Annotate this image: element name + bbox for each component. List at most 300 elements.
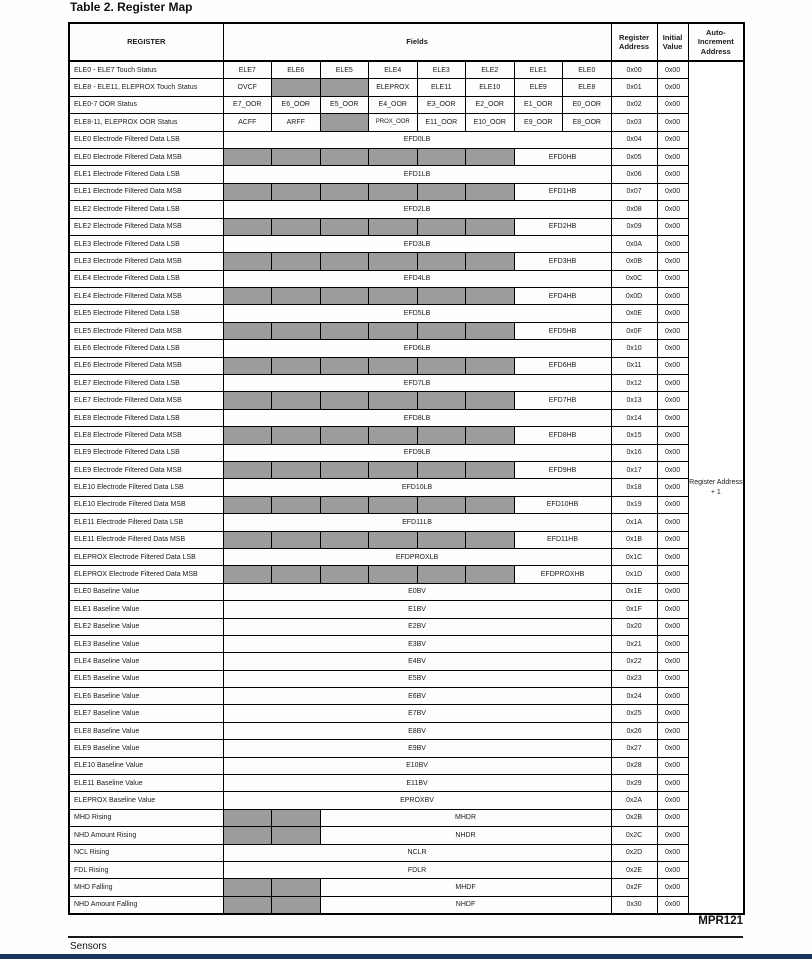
register-name-cell: NHD Amount Falling <box>69 896 223 914</box>
register-name-cell: ELE6 Baseline Value <box>69 688 223 705</box>
unused-bit-cell <box>320 322 369 339</box>
field-cell: E4_OOR <box>369 96 418 113</box>
initial-value-cell: 0x00 <box>657 79 688 96</box>
table-row <box>69 409 744 426</box>
footer-rule <box>68 936 743 938</box>
register-name-cell: ELE9 Electrode Filtered Data MSB <box>69 461 223 478</box>
unused-bit-cell <box>320 357 369 374</box>
initial-value-cell: 0x00 <box>657 566 688 583</box>
register-address-cell: 0x26 <box>611 722 657 739</box>
field-cell: EFD6HB <box>514 357 611 374</box>
register-name-cell: ELE3 Baseline Value <box>69 635 223 652</box>
unused-bit-cell <box>369 322 418 339</box>
unused-bit-cell <box>369 461 418 478</box>
field-cell: ELE8 <box>563 79 612 96</box>
initial-value-cell: 0x00 <box>657 548 688 565</box>
register-name-cell: ELE9 Baseline Value <box>69 740 223 757</box>
register-name-cell: NHD Amount Rising <box>69 827 223 844</box>
field-cell: NHDF <box>320 896 611 914</box>
register-address-cell: 0x27 <box>611 740 657 757</box>
register-name-cell: ELEPROX Electrode Filtered Data MSB <box>69 566 223 583</box>
footer-section-label: Sensors <box>70 941 107 952</box>
register-address-cell: 0x07 <box>611 183 657 200</box>
register-address-cell: 0x22 <box>611 653 657 670</box>
field-cell: PROX_OOR <box>369 114 418 131</box>
table-row <box>69 566 744 583</box>
unused-bit-cell <box>272 357 321 374</box>
field-cell: EFD11LB <box>223 514 611 531</box>
unused-bit-cell <box>272 896 321 914</box>
field-cell: E6BV <box>223 688 611 705</box>
field-cell: EFDPROXHB <box>514 566 611 583</box>
unused-bit-cell <box>320 79 369 96</box>
table-row <box>69 392 744 409</box>
unused-bit-cell <box>272 148 321 165</box>
unused-bit-cell <box>369 288 418 305</box>
initial-value-cell: 0x00 <box>657 305 688 322</box>
register-address-cell: 0x02 <box>611 96 657 113</box>
initial-value-cell: 0x00 <box>657 357 688 374</box>
field-cell: E7BV <box>223 705 611 722</box>
unused-bit-cell <box>272 427 321 444</box>
unused-bit-cell <box>466 531 515 548</box>
initial-value-cell: 0x00 <box>657 96 688 113</box>
register-address-cell: 0x2F <box>611 879 657 896</box>
register-address-cell: 0x09 <box>611 218 657 235</box>
initial-value-cell: 0x00 <box>657 740 688 757</box>
unused-bit-cell <box>223 253 272 270</box>
table-row <box>69 757 744 774</box>
unused-bit-cell <box>320 566 369 583</box>
register-address-cell: 0x0F <box>611 322 657 339</box>
unused-bit-cell <box>272 253 321 270</box>
register-address-cell: 0x11 <box>611 357 657 374</box>
register-name-cell: ELE7 Electrode Filtered Data MSB <box>69 392 223 409</box>
register-address-cell: 0x03 <box>611 114 657 131</box>
field-cell: E5BV <box>223 670 611 687</box>
table-row <box>69 792 744 809</box>
initial-value-cell: 0x00 <box>657 809 688 826</box>
field-cell: E3_OOR <box>417 96 466 113</box>
table-row <box>69 688 744 705</box>
unused-bit-cell <box>466 218 515 235</box>
register-name-cell: ELE2 Baseline Value <box>69 618 223 635</box>
table-row <box>69 444 744 461</box>
table-row <box>69 79 744 96</box>
register-name-cell: ELE6 Electrode Filtered Data LSB <box>69 340 223 357</box>
register-address-cell: 0x0B <box>611 253 657 270</box>
field-cell: EFD4LB <box>223 270 611 287</box>
initial-value-cell: 0x00 <box>657 340 688 357</box>
field-cell: NHDR <box>320 827 611 844</box>
register-name-cell: ELEPROX Electrode Filtered Data LSB <box>69 548 223 565</box>
register-name-cell: MHD Falling <box>69 879 223 896</box>
initial-value-cell: 0x00 <box>657 635 688 652</box>
table-row <box>69 166 744 183</box>
field-cell: EFD5HB <box>514 322 611 339</box>
field-cell: ELE10 <box>466 79 515 96</box>
register-address-cell: 0x00 <box>611 61 657 79</box>
field-cell: E11BV <box>223 775 611 792</box>
unused-bit-cell <box>320 253 369 270</box>
register-address-cell: 0x20 <box>611 618 657 635</box>
field-cell: EFD10LB <box>223 479 611 496</box>
field-cell: E5_OOR <box>320 96 369 113</box>
register-name-cell: ELE10 Baseline Value <box>69 757 223 774</box>
field-cell: EFD7HB <box>514 392 611 409</box>
unused-bit-cell <box>223 827 272 844</box>
initial-value-cell: 0x00 <box>657 461 688 478</box>
footer-brand-bar <box>0 954 812 959</box>
unused-bit-cell <box>272 288 321 305</box>
field-cell: EFD4HB <box>514 288 611 305</box>
unused-bit-cell <box>223 496 272 513</box>
field-cell: EFD9LB <box>223 444 611 461</box>
initial-value-cell: 0x00 <box>657 131 688 148</box>
register-address-cell: 0x12 <box>611 375 657 392</box>
register-address-cell: 0x23 <box>611 670 657 687</box>
initial-value-cell: 0x00 <box>657 705 688 722</box>
register-address-cell: 0x1C <box>611 548 657 565</box>
unused-bit-cell <box>272 827 321 844</box>
register-address-cell: 0x15 <box>611 427 657 444</box>
field-cell: MHDR <box>320 809 611 826</box>
field-cell: EFD1LB <box>223 166 611 183</box>
table-row <box>69 601 744 618</box>
register-name-cell: ELE1 Baseline Value <box>69 601 223 618</box>
unused-bit-cell <box>466 322 515 339</box>
register-name-cell: ELEPROX Baseline Value <box>69 792 223 809</box>
register-address-cell: 0x0C <box>611 270 657 287</box>
unused-bit-cell <box>320 288 369 305</box>
table-row <box>69 531 744 548</box>
register-address-cell: 0x30 <box>611 896 657 914</box>
initial-value-cell: 0x00 <box>657 496 688 513</box>
register-name-cell: ELE11 Electrode Filtered Data LSB <box>69 514 223 531</box>
field-cell: EFDPROXLB <box>223 548 611 565</box>
unused-bit-cell <box>466 566 515 583</box>
unused-bit-cell <box>272 218 321 235</box>
table-row <box>69 322 744 339</box>
register-address-cell: 0x0D <box>611 288 657 305</box>
field-cell: NCLR <box>223 844 611 861</box>
header-initial-value: Initial Value <box>657 23 688 61</box>
register-address-cell: 0x1F <box>611 601 657 618</box>
field-cell: EFD3HB <box>514 253 611 270</box>
unused-bit-cell <box>223 566 272 583</box>
initial-value-cell: 0x00 <box>657 392 688 409</box>
field-cell: EFD2LB <box>223 201 611 218</box>
unused-bit-cell <box>369 218 418 235</box>
unused-bit-cell <box>320 148 369 165</box>
unused-bit-cell <box>417 357 466 374</box>
field-cell: EFD10HB <box>514 496 611 513</box>
register-address-cell: 0x04 <box>611 131 657 148</box>
unused-bit-cell <box>466 357 515 374</box>
register-name-cell: ELE5 Electrode Filtered Data LSB <box>69 305 223 322</box>
unused-bit-cell <box>466 392 515 409</box>
table-row <box>69 479 744 496</box>
register-address-cell: 0x05 <box>611 148 657 165</box>
field-cell: EPROXBV <box>223 792 611 809</box>
unused-bit-cell <box>466 496 515 513</box>
initial-value-cell: 0x00 <box>657 218 688 235</box>
register-name-cell: ELE10 Electrode Filtered Data MSB <box>69 496 223 513</box>
table-row <box>69 305 744 322</box>
register-address-cell: 0x1B <box>611 531 657 548</box>
register-name-cell: ELE8 Electrode Filtered Data MSB <box>69 427 223 444</box>
field-cell: ELE5 <box>320 61 369 79</box>
header-row <box>69 23 744 61</box>
field-cell: EFD6LB <box>223 340 611 357</box>
unused-bit-cell <box>223 148 272 165</box>
unused-bit-cell <box>417 496 466 513</box>
register-address-cell: 0x24 <box>611 688 657 705</box>
initial-value-cell: 0x00 <box>657 148 688 165</box>
register-name-cell: ELE2 Electrode Filtered Data LSB <box>69 201 223 218</box>
register-address-cell: 0x19 <box>611 496 657 513</box>
register-address-cell: 0x14 <box>611 409 657 426</box>
field-cell: E1BV <box>223 601 611 618</box>
register-name-cell: FDL Rising <box>69 861 223 878</box>
field-cell: ACFF <box>223 114 272 131</box>
unused-bit-cell <box>417 218 466 235</box>
header-fields: Fields <box>223 23 611 61</box>
field-cell: E8_OOR <box>563 114 612 131</box>
field-cell: EFD11HB <box>514 531 611 548</box>
table-row <box>69 96 744 113</box>
register-address-cell: 0x1D <box>611 566 657 583</box>
table-row <box>69 235 744 252</box>
register-address-cell: 0x28 <box>611 757 657 774</box>
register-address-cell: 0x1E <box>611 583 657 600</box>
field-cell: ELE0 <box>563 61 612 79</box>
unused-bit-cell <box>223 357 272 374</box>
table-row <box>69 514 744 531</box>
register-address-cell: 0x17 <box>611 461 657 478</box>
register-address-cell: 0x2C <box>611 827 657 844</box>
field-cell: EFD2HB <box>514 218 611 235</box>
table-row <box>69 427 744 444</box>
unused-bit-cell <box>223 288 272 305</box>
register-name-cell: ELE0 Electrode Filtered Data MSB <box>69 148 223 165</box>
register-address-cell: 0x0A <box>611 235 657 252</box>
unused-bit-cell <box>417 253 466 270</box>
field-cell: E2BV <box>223 618 611 635</box>
unused-bit-cell <box>223 183 272 200</box>
field-cell: ELE9 <box>514 79 563 96</box>
field-cell: MHDF <box>320 879 611 896</box>
initial-value-cell: 0x00 <box>657 583 688 600</box>
initial-value-cell: 0x00 <box>657 653 688 670</box>
register-address-cell: 0x2E <box>611 861 657 878</box>
field-cell: E10_OOR <box>466 114 515 131</box>
register-name-cell: ELE10 Electrode Filtered Data LSB <box>69 479 223 496</box>
register-address-cell: 0x29 <box>611 775 657 792</box>
table-row <box>69 844 744 861</box>
unused-bit-cell <box>272 79 321 96</box>
register-address-cell: 0x0E <box>611 305 657 322</box>
unused-bit-cell <box>272 566 321 583</box>
register-table-body <box>69 61 744 914</box>
table-row <box>69 61 744 79</box>
unused-bit-cell <box>272 461 321 478</box>
field-cell: OVCF <box>223 79 272 96</box>
register-address-cell: 0x01 <box>611 79 657 96</box>
field-cell: EFD0HB <box>514 148 611 165</box>
initial-value-cell: 0x00 <box>657 201 688 218</box>
unused-bit-cell <box>223 427 272 444</box>
register-name-cell: ELE5 Electrode Filtered Data MSB <box>69 322 223 339</box>
unused-bit-cell <box>272 879 321 896</box>
initial-value-cell: 0x00 <box>657 444 688 461</box>
field-cell: E0_OOR <box>563 96 612 113</box>
table-row <box>69 114 744 131</box>
field-cell: ELE1 <box>514 61 563 79</box>
register-name-cell: ELE7 Electrode Filtered Data LSB <box>69 375 223 392</box>
initial-value-cell: 0x00 <box>657 427 688 444</box>
unused-bit-cell <box>466 461 515 478</box>
unused-bit-cell <box>223 392 272 409</box>
unused-bit-cell <box>466 148 515 165</box>
initial-value-cell: 0x00 <box>657 409 688 426</box>
unused-bit-cell <box>417 461 466 478</box>
register-name-cell: ELE1 Electrode Filtered Data LSB <box>69 166 223 183</box>
register-name-cell: ELE0-7 OOR Status <box>69 96 223 113</box>
page-title: Table 2. Register Map <box>70 0 193 14</box>
footer-product-name: MPR121 <box>698 915 743 927</box>
register-name-cell: ELE0 - ELE7 Touch Status <box>69 61 223 79</box>
register-map-table <box>68 22 745 915</box>
register-name-cell: ELE4 Electrode Filtered Data LSB <box>69 270 223 287</box>
initial-value-cell: 0x00 <box>657 618 688 635</box>
field-cell: ELE3 <box>417 61 466 79</box>
field-cell: E4BV <box>223 653 611 670</box>
initial-value-cell: 0x00 <box>657 322 688 339</box>
table-row <box>69 548 744 565</box>
initial-value-cell: 0x00 <box>657 253 688 270</box>
unused-bit-cell <box>223 218 272 235</box>
table-row <box>69 827 744 844</box>
initial-value-cell: 0x00 <box>657 861 688 878</box>
initial-value-cell: 0x00 <box>657 61 688 79</box>
table-row <box>69 496 744 513</box>
field-cell: EFD8HB <box>514 427 611 444</box>
unused-bit-cell <box>417 183 466 200</box>
register-name-cell: ELE5 Baseline Value <box>69 670 223 687</box>
unused-bit-cell <box>272 496 321 513</box>
initial-value-cell: 0x00 <box>657 166 688 183</box>
field-cell: ELE11 <box>417 79 466 96</box>
unused-bit-cell <box>417 392 466 409</box>
field-cell: EFD0LB <box>223 131 611 148</box>
field-cell: E11_OOR <box>417 114 466 131</box>
register-name-cell: ELE6 Electrode Filtered Data MSB <box>69 357 223 374</box>
unused-bit-cell <box>272 322 321 339</box>
table-row <box>69 375 744 392</box>
register-address-cell: 0x13 <box>611 392 657 409</box>
field-cell: E9BV <box>223 740 611 757</box>
unused-bit-cell <box>320 461 369 478</box>
auto-increment-value-cell: Register Address + 1 <box>688 61 744 914</box>
unused-bit-cell <box>223 461 272 478</box>
register-name-cell: ELE8 - ELE11, ELEPROX Touch Status <box>69 79 223 96</box>
unused-bit-cell <box>417 427 466 444</box>
register-name-cell: MHD Rising <box>69 809 223 826</box>
field-cell: E7_OOR <box>223 96 272 113</box>
field-cell: ELE4 <box>369 61 418 79</box>
unused-bit-cell <box>272 809 321 826</box>
unused-bit-cell <box>320 114 369 131</box>
unused-bit-cell <box>466 253 515 270</box>
unused-bit-cell <box>417 531 466 548</box>
field-cell: E8BV <box>223 722 611 739</box>
table-row <box>69 183 744 200</box>
field-cell: E6_OOR <box>272 96 321 113</box>
unused-bit-cell <box>320 392 369 409</box>
field-cell: E0BV <box>223 583 611 600</box>
unused-bit-cell <box>320 496 369 513</box>
field-cell: E2_OOR <box>466 96 515 113</box>
unused-bit-cell <box>369 253 418 270</box>
unused-bit-cell <box>320 531 369 548</box>
table-header <box>69 23 744 61</box>
field-cell: ELEPROX <box>369 79 418 96</box>
register-address-cell: 0x10 <box>611 340 657 357</box>
initial-value-cell: 0x00 <box>657 183 688 200</box>
register-name-cell: ELE9 Electrode Filtered Data LSB <box>69 444 223 461</box>
initial-value-cell: 0x00 <box>657 114 688 131</box>
register-name-cell: NCL Rising <box>69 844 223 861</box>
table-row <box>69 357 744 374</box>
unused-bit-cell <box>320 218 369 235</box>
field-cell: EFD1HB <box>514 183 611 200</box>
table-row <box>69 148 744 165</box>
field-cell: EFD8LB <box>223 409 611 426</box>
header-register: REGISTER <box>69 23 223 61</box>
initial-value-cell: 0x00 <box>657 775 688 792</box>
field-cell: E3BV <box>223 635 611 652</box>
field-cell: EFD9HB <box>514 461 611 478</box>
unused-bit-cell <box>223 322 272 339</box>
initial-value-cell: 0x00 <box>657 235 688 252</box>
field-cell: EFD3LB <box>223 235 611 252</box>
initial-value-cell: 0x00 <box>657 270 688 287</box>
table-row <box>69 270 744 287</box>
register-name-cell: ELE8 Electrode Filtered Data LSB <box>69 409 223 426</box>
field-cell: EFD5LB <box>223 305 611 322</box>
register-name-cell: ELE1 Electrode Filtered Data MSB <box>69 183 223 200</box>
table-row <box>69 201 744 218</box>
register-name-cell: ELE11 Baseline Value <box>69 775 223 792</box>
unused-bit-cell <box>223 896 272 914</box>
unused-bit-cell <box>272 531 321 548</box>
table-row <box>69 288 744 305</box>
unused-bit-cell <box>223 531 272 548</box>
field-cell: EFD7LB <box>223 375 611 392</box>
field-cell: ARFF <box>272 114 321 131</box>
unused-bit-cell <box>417 322 466 339</box>
register-name-cell: ELE3 Electrode Filtered Data MSB <box>69 253 223 270</box>
initial-value-cell: 0x00 <box>657 792 688 809</box>
register-address-cell: 0x16 <box>611 444 657 461</box>
field-cell: ELE6 <box>272 61 321 79</box>
table-row <box>69 653 744 670</box>
unused-bit-cell <box>417 148 466 165</box>
table-row <box>69 861 744 878</box>
unused-bit-cell <box>417 566 466 583</box>
unused-bit-cell <box>320 183 369 200</box>
